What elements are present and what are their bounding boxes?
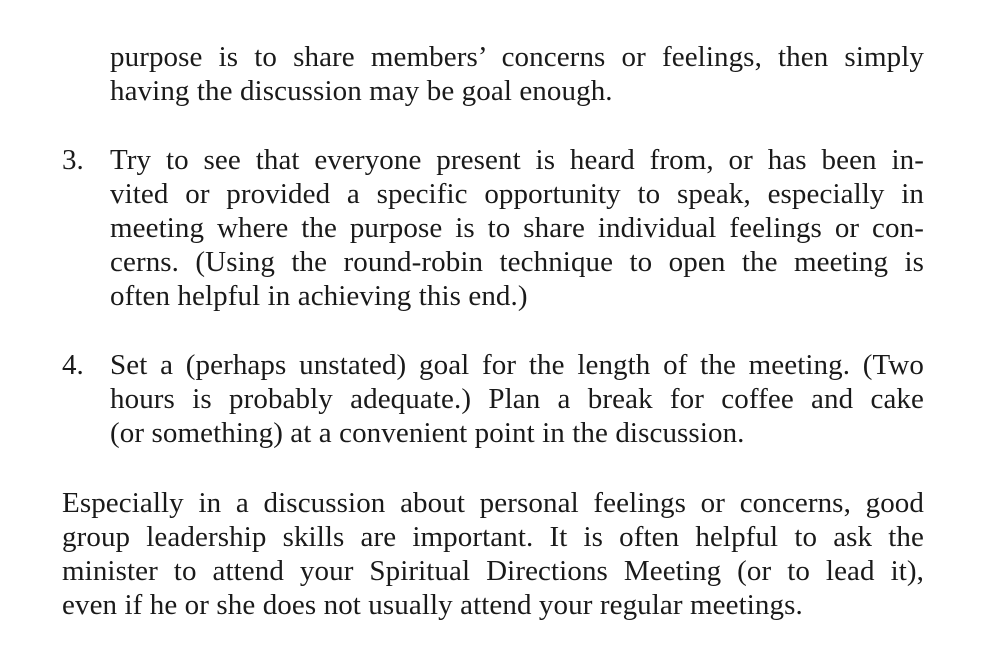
list-item-number: 3. xyxy=(62,144,84,176)
list-item-line: hours is probably adequate.) Plan a break for coffee and cake xyxy=(110,383,924,415)
list-item-line: Set a (perhaps unstated) goal for the length of the meeting. (Two xyxy=(110,349,924,381)
list-item-line: (or something) at a convenient point in the discussion. xyxy=(110,417,745,449)
list-item-line: Try to see that everyone present is heard from, or has been in- xyxy=(110,144,924,176)
intro-line: having the discussion may be goal enough. xyxy=(110,75,613,107)
list-item-line: meeting where the purpose is to share individual feelings or con- xyxy=(110,212,924,244)
list-item-line: cerns. (Using the round-robin technique to open the meeting is xyxy=(110,246,924,278)
paragraph-line: group leadership skills are important. It is often helpful to ask the xyxy=(62,521,924,553)
paragraph-line: Especially in a discussion about personal feelings or concerns, good xyxy=(62,487,924,519)
paragraph-line: minister to attend your Spiritual Directions Meeting (or to lead it), xyxy=(62,555,924,587)
intro-line: purpose is to share members’ concerns or feelings, then simply xyxy=(110,41,924,73)
paragraph-line: even if he or she does not usually attend your regular meetings. xyxy=(62,589,803,621)
list-item-line: often helpful in achieving this end.) xyxy=(110,280,528,312)
list-item-line: vited or provided a specific opportunity to speak, especially in xyxy=(110,178,924,210)
list-item-number: 4. xyxy=(62,349,84,381)
